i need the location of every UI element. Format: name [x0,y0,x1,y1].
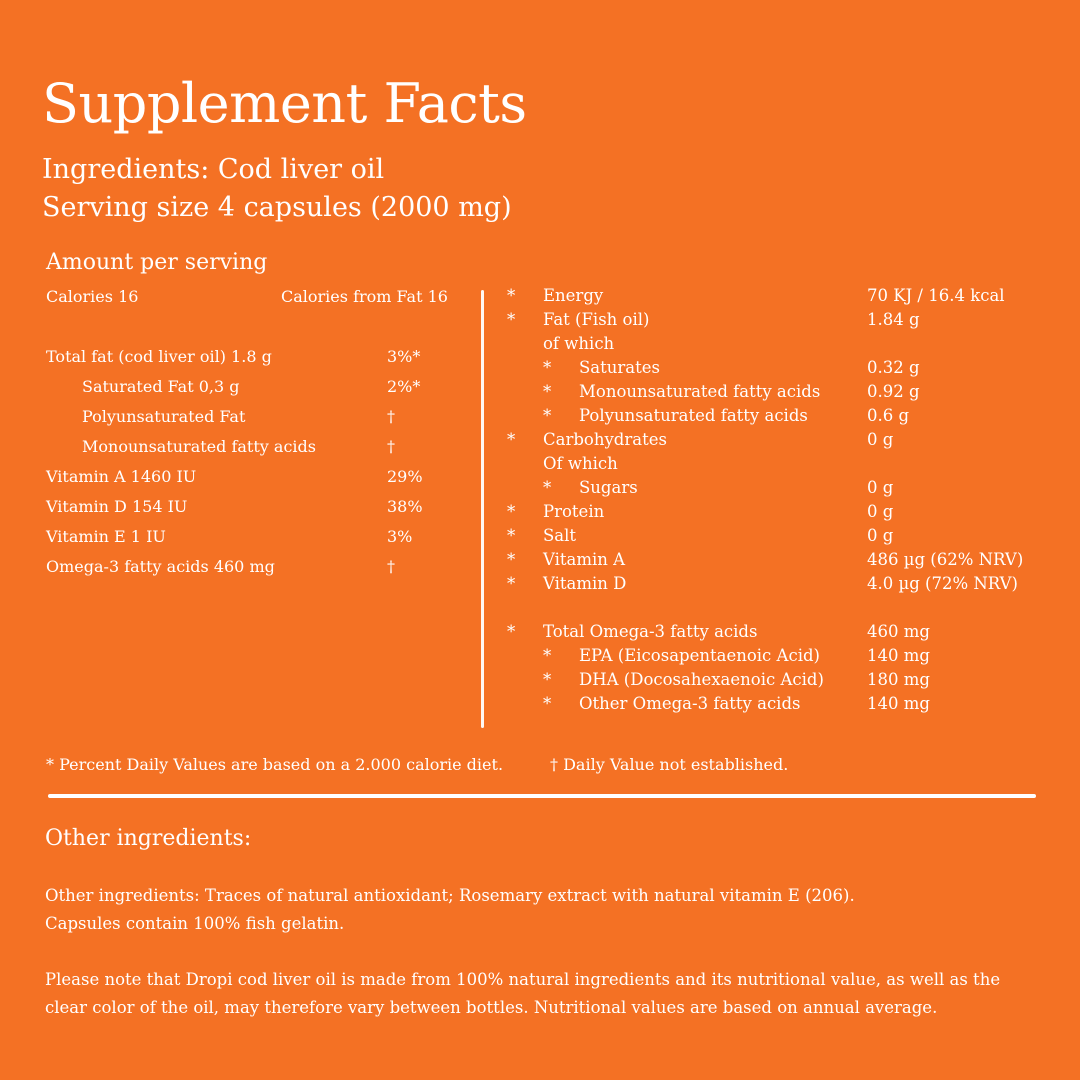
eu-row-value: 1.84 g [867,310,920,329]
eu-row-value: 0 g [867,478,894,497]
eu-row-star: * [507,310,516,329]
us-row-dv: 3%* [387,347,421,366]
us-row-dv: 2%* [387,377,421,396]
eu-row-name: Fat (Fish oil) [543,310,650,329]
vertical-divider [481,290,484,728]
eu-row-star: * [543,694,552,713]
us-row-name: Polyunsaturated Fat [82,407,246,426]
eu-row-value: 0.32 g [867,358,920,377]
eu-row-name: Of which [543,454,618,473]
eu-row-name: Protein [543,502,605,521]
eu-row-value: 140 mg [867,646,930,665]
eu-row-name: EPA (Eicosapentaenoic Acid) [579,646,820,665]
eu-row-star: * [507,502,516,521]
eu-row-name: Energy [543,286,604,305]
eu-row-value: 486 µg (62% NRV) [867,550,1024,569]
eu-row-name: Saturates [579,358,660,377]
eu-row-name: of which [543,334,615,353]
eu-row-value: 0 g [867,526,894,545]
eu-row-name: Carbohydrates [543,430,667,449]
eu-row-star: * [507,574,516,593]
eu-row-value: 70 KJ / 16.4 kcal [867,286,1005,305]
us-row-name: Vitamin E 1 IU [46,527,166,546]
eu-row-value: 140 mg [867,694,930,713]
eu-row-value: 180 mg [867,670,930,689]
eu-row-name: Sugars [579,478,638,497]
eu-row-star: * [543,478,552,497]
eu-row-name: DHA (Docosahexaenoic Acid) [579,670,824,689]
eu-row-value: 0.6 g [867,406,910,425]
ingredients-line: Ingredients: Cod liver oil [42,154,385,185]
eu-row-star: * [543,670,552,689]
us-row-dv: † [387,407,395,426]
eu-row-star: * [507,526,516,545]
eu-row-name: Vitamin A [543,550,626,569]
us-row-dv: † [387,437,395,456]
horizontal-divider [48,794,1036,798]
eu-row-star: * [507,286,516,305]
eu-row-name: Polyunsaturated fatty acids [579,406,808,425]
calories: Calories 16 [46,287,139,306]
us-row-dv: 3% [387,527,413,546]
eu-row-value: 0 g [867,502,894,521]
eu-row-name: Salt [543,526,577,545]
eu-row-star: * [507,622,516,641]
eu-row-name: Total Omega-3 fatty acids [543,622,758,641]
us-row-name: Saturated Fat 0,3 g [82,377,240,396]
eu-row-star: * [543,382,552,401]
note-text-line2: clear color of the oil, may therefore vary between bottles. Nutritional values are based on annual average. [45,998,938,1017]
other-ingredients-title: Other ingredients: [45,826,252,851]
note-text-line1: Please note that Dropi cod liver oil is made from 100% natural ingredients and its nutritional value, as well as the [45,970,1001,989]
eu-row-star: * [543,406,552,425]
us-row-name: Vitamin A 1460 IU [46,467,197,486]
amount-per-serving-label: Amount per serving [46,250,268,275]
us-row-dv: 29% [387,467,423,486]
eu-row-name: Other Omega-3 fatty acids [579,694,801,713]
eu-row-star: * [543,646,552,665]
us-row-dv: † [387,557,395,576]
eu-row-value: 0 g [867,430,894,449]
us-row-name: Monounsaturated fatty acids [82,437,316,456]
eu-row-star: * [507,430,516,449]
eu-row-value: 0.92 g [867,382,920,401]
other-ingredients-text: Other ingredients: Traces of natural antioxidant; Rosemary extract with natural vitamin E (206). [45,886,855,905]
us-row-name: Total fat (cod liver oil) 1.8 g [46,347,272,366]
capsules-text: Capsules contain 100% fish gelatin. [45,914,345,933]
eu-row-name: Vitamin D [543,574,627,593]
us-row-name: Vitamin D 154 IU [46,497,188,516]
calories-from-fat: Calories from Fat 16 [281,287,448,306]
serving-size-line: Serving size 4 capsules (2000 mg) [42,192,512,223]
percent-daily-value-note: * Percent Daily Values are based on a 2.000 calorie diet. [46,755,504,774]
page-title: Supplement Facts [42,72,527,135]
eu-row-name: Monounsaturated fatty acids [579,382,821,401]
eu-row-star: * [507,550,516,569]
dagger-note: † Daily Value not established. [550,755,789,774]
us-row-dv: 38% [387,497,423,516]
eu-row-value: 460 mg [867,622,930,641]
eu-row-star: * [543,358,552,377]
us-row-name: Omega-3 fatty acids 460 mg [46,557,275,576]
eu-row-value: 4.0 µg (72% NRV) [867,574,1018,593]
